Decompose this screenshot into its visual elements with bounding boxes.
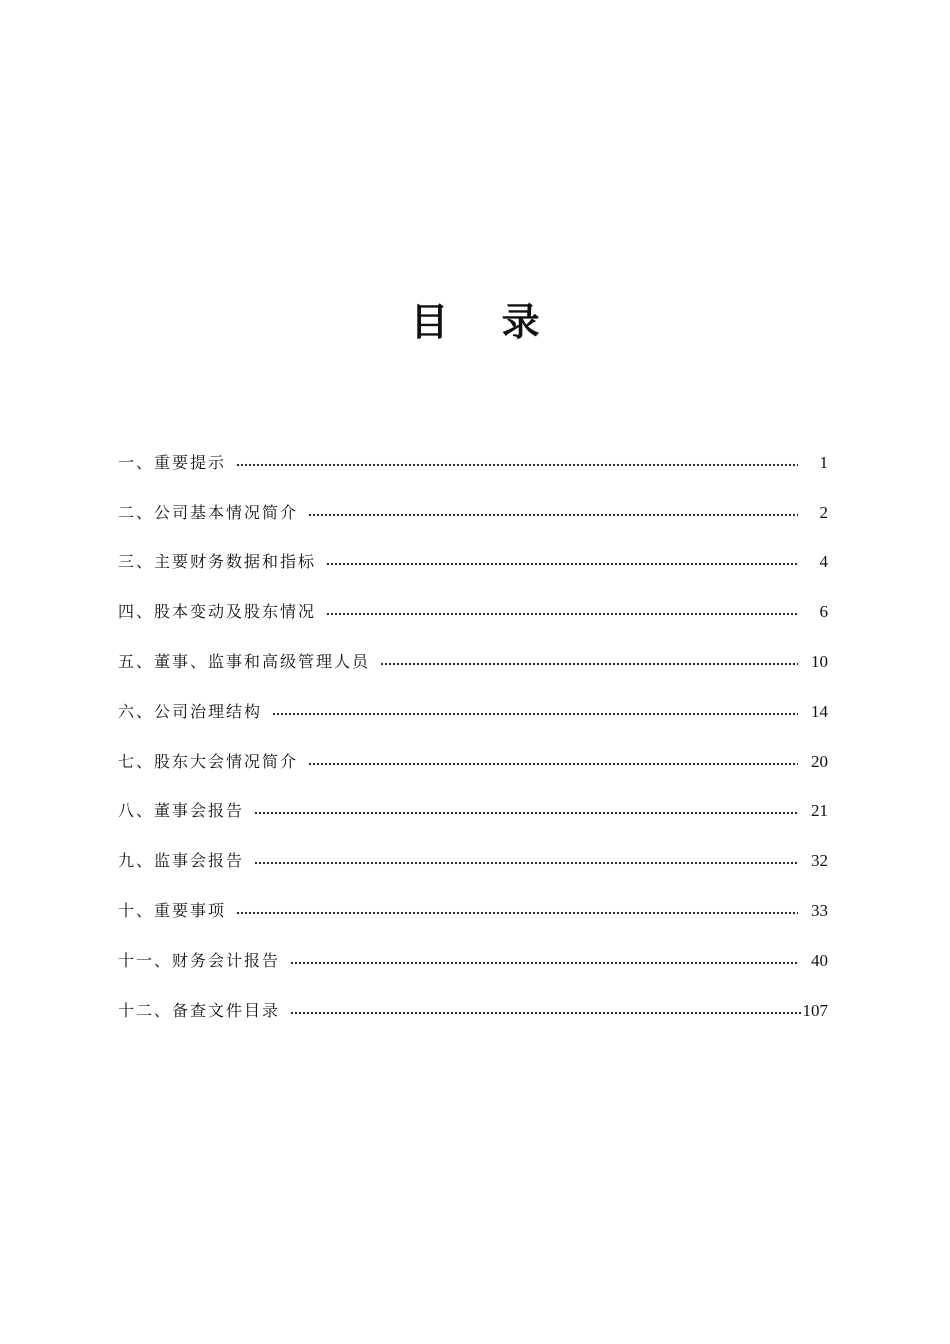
toc-entry[interactable]	[118, 881, 828, 931]
dot-leader	[308, 762, 798, 766]
toc-entry-page: 4	[819, 552, 828, 572]
toc-entry-label: 六、公司治理结构	[118, 701, 263, 721]
toc-entry[interactable]	[118, 483, 828, 533]
dot-leader	[236, 911, 798, 915]
toc-entry-page: 1	[819, 452, 828, 472]
toc-entry-label: 一、重要提示	[118, 452, 227, 472]
toc-entry[interactable]	[118, 632, 828, 682]
toc-entry-label: 九、监事会报告	[118, 851, 245, 871]
dot-leader	[272, 712, 798, 716]
dot-leader	[290, 1011, 802, 1015]
toc-entry-label: 四、股本变动及股东情况	[118, 602, 317, 622]
toc-entry-label: 十、重要事项	[118, 900, 227, 920]
toc-entry-page: 32	[811, 851, 828, 871]
toc-entry[interactable]	[118, 931, 828, 981]
toc-entry[interactable]	[118, 981, 828, 1031]
toc-entry-label: 八、董事会报告	[118, 801, 245, 821]
toc-entry-page: 14	[811, 701, 828, 721]
page-title: 目 录	[410, 300, 560, 344]
toc-entry-label: 五、董事、监事和高级管理人员	[118, 651, 371, 671]
dot-leader	[290, 961, 798, 965]
toc-entry-page: 10	[811, 651, 828, 671]
toc-entry-label: 七、股东大会情况简介	[118, 751, 299, 771]
dot-leader	[254, 861, 798, 865]
toc-entry-page: 33	[811, 900, 828, 920]
toc-entry[interactable]	[118, 433, 828, 483]
toc-entry[interactable]	[118, 782, 828, 832]
toc-entry-page: 21	[811, 801, 828, 821]
toc-entry-page: 40	[811, 950, 828, 970]
toc-entry[interactable]	[118, 831, 828, 881]
dot-leader	[380, 662, 798, 666]
toc-entry-label: 十二、备查文件目录	[118, 1000, 281, 1020]
toc-entry-label: 二、公司基本情况简介	[118, 502, 299, 522]
dot-leader	[326, 562, 798, 566]
toc-entry-page: 20	[811, 751, 828, 771]
dot-leader	[254, 811, 798, 815]
toc-entry[interactable]	[118, 682, 828, 732]
toc-entry[interactable]	[118, 533, 828, 583]
table-of-contents	[118, 433, 828, 1031]
toc-entry-page: 2	[819, 502, 828, 522]
toc-entry-label: 十一、财务会计报告	[118, 950, 281, 970]
dot-leader	[326, 612, 798, 616]
toc-entry[interactable]	[118, 732, 828, 782]
dot-leader	[308, 513, 798, 517]
toc-entry[interactable]	[118, 582, 828, 632]
toc-entry-label: 三、主要财务数据和指标	[118, 552, 317, 572]
dot-leader	[236, 463, 798, 467]
toc-entry-page: 6	[819, 602, 828, 622]
toc-entry-page: 107	[802, 1000, 828, 1020]
